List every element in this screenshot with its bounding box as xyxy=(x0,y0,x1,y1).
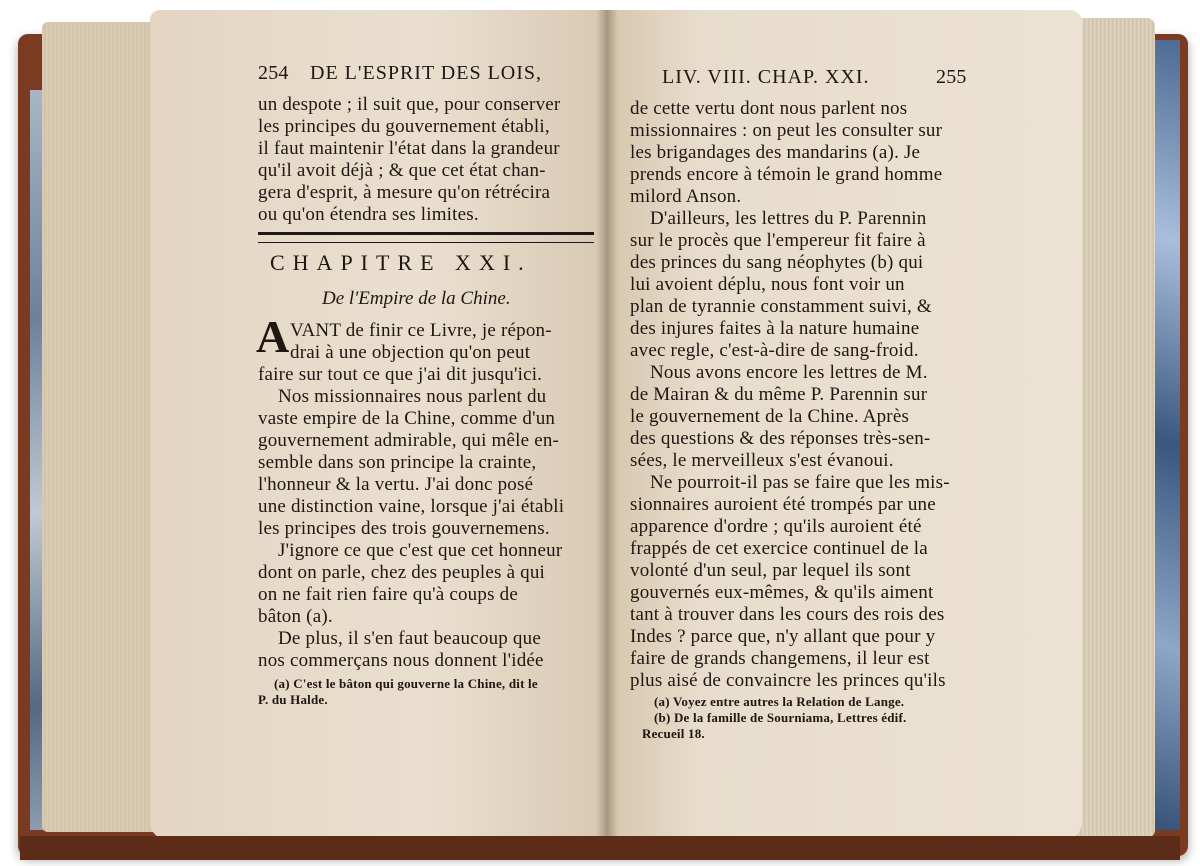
footnote: (a) C'est le bâton qui gouverne la Chine, dit le xyxy=(274,676,538,691)
text-line: les principes des trois gouvernemens. xyxy=(258,518,550,539)
text-line: Nous avons encore les lettres de M. xyxy=(650,362,928,383)
text-line: D'ailleurs, les lettres du P. Parennin xyxy=(650,208,927,229)
text-line: gouvernement admirable, qui mêle en- xyxy=(258,430,560,451)
drop-capital: A xyxy=(256,311,290,362)
text-line: plan de tyrannie constamment suivi, & xyxy=(630,296,932,317)
text-line: frappés de cet exercice continuel de la xyxy=(630,538,928,559)
text-line: des injures faites à la nature humaine xyxy=(630,318,920,339)
text-line: gouvernés eux-mêmes, & qu'ils aiment xyxy=(630,582,934,603)
text-line: semble dans son principe la crainte, xyxy=(258,452,537,473)
text-line: sionnaires auroient été trompés par une xyxy=(630,494,936,515)
text-line: des questions & des réponses très-sen- xyxy=(630,428,931,449)
text-line: milord Anson. xyxy=(630,186,742,207)
right-page-number: 255 xyxy=(936,66,967,88)
text-line: missionnaires : on peut les consulter sur xyxy=(630,120,943,141)
text-line: l'honneur & la vertu. J'ai donc posé xyxy=(258,474,534,495)
chapter-subtitle: De l'Empire de la Chine. xyxy=(322,288,511,309)
right-running-head: LIV. VIII. CHAP. XXI. xyxy=(662,66,870,88)
text-line: un despote ; il suit que, pour conserver xyxy=(258,94,561,115)
text-line: prends encore à témoin le grand homme xyxy=(630,164,943,185)
text-line: De plus, il s'en faut beaucoup que xyxy=(278,628,541,649)
text-line: ou qu'on étendra ses limites. xyxy=(258,204,479,225)
text-line: sées, le merveilleux s'est évanoui. xyxy=(630,450,894,471)
footnote: P. du Halde. xyxy=(258,692,328,707)
left-running-head: DE L'ESPRIT DES LOIS, xyxy=(310,62,543,84)
book-gutter xyxy=(596,10,618,840)
text-line: plus aisé de convaincre les princes qu'ils xyxy=(630,670,946,691)
text-line: J'ignore ce que c'est que cet honneur xyxy=(278,540,563,561)
text-line: sur le procès que l'empereur fit faire à xyxy=(630,230,926,251)
text-line: qu'il avoit déjà ; & que cet état chan- xyxy=(258,160,546,181)
text-line: de Mairan & du même P. Parennin sur xyxy=(630,384,928,405)
text-line: Indes ? parce que, n'y allant que pour y xyxy=(630,626,936,647)
text-line: lui avoient déplu, nous font voir un xyxy=(630,274,905,295)
chapter-rule xyxy=(258,232,594,243)
footnote: (b) De la famille de Sourniama, Lettres édif. xyxy=(654,710,907,725)
text-line: les brigandages des mandarins (a). Je xyxy=(630,142,921,163)
footnote: (a) Voyez entre autres la Relation de Lange. xyxy=(654,694,905,709)
text-line: Nos missionnaires nous parlent du xyxy=(278,386,547,407)
text-line: tant à trouver dans les cours des rois des xyxy=(630,604,945,625)
right-page xyxy=(606,10,1082,840)
chapter-title: CHAPITRE XXI. xyxy=(270,250,532,275)
text-line: nos commerçans nous donnent l'idée xyxy=(258,650,544,671)
text-line: le gouvernement de la Chine. Après xyxy=(630,406,910,427)
page-edges-right xyxy=(1075,18,1155,838)
text-line: apparence d'ordre ; qu'ils auroient été xyxy=(630,516,922,537)
text-line: on ne fait rien faire qu'à coups de xyxy=(258,584,518,605)
text-line: drai à une objection qu'on peut xyxy=(290,342,531,363)
left-page xyxy=(150,10,612,840)
text-line: gera d'esprit, à mesure qu'on rétrécira xyxy=(258,182,551,203)
left-page-number: 254 xyxy=(258,62,289,84)
text-line: les principes du gouvernement établi, xyxy=(258,116,550,137)
book-board-bottom xyxy=(20,836,1180,860)
text-line: une distinction vaine, lorsque j'ai établi xyxy=(258,496,565,517)
text-line: il faut maintenir l'état dans la grandeur xyxy=(258,138,560,159)
text-line: de cette vertu dont nous parlent nos xyxy=(630,98,908,119)
text-line: faire de grands changemens, il leur est xyxy=(630,648,930,669)
text-line: volonté d'un seul, par lequel ils sont xyxy=(630,560,911,581)
text-line: avec regle, c'est-à-dire de sang-froid. xyxy=(630,340,919,361)
text-line: VANT de finir ce Livre, je répon- xyxy=(290,320,552,341)
text-line: des princes du sang néophytes (b) qui xyxy=(630,252,924,273)
text-line: vaste empire de la Chine, comme d'un xyxy=(258,408,556,429)
text-line: faire sur tout ce que j'ai dit jusqu'ici. xyxy=(258,364,543,385)
text-line: bâton (a). xyxy=(258,606,333,627)
footnote: Recueil 18. xyxy=(642,726,705,741)
text-line: Ne pourroit-il pas se faire que les mis- xyxy=(650,472,950,493)
text-line: dont on parle, chez des peuples à qui xyxy=(258,562,546,583)
